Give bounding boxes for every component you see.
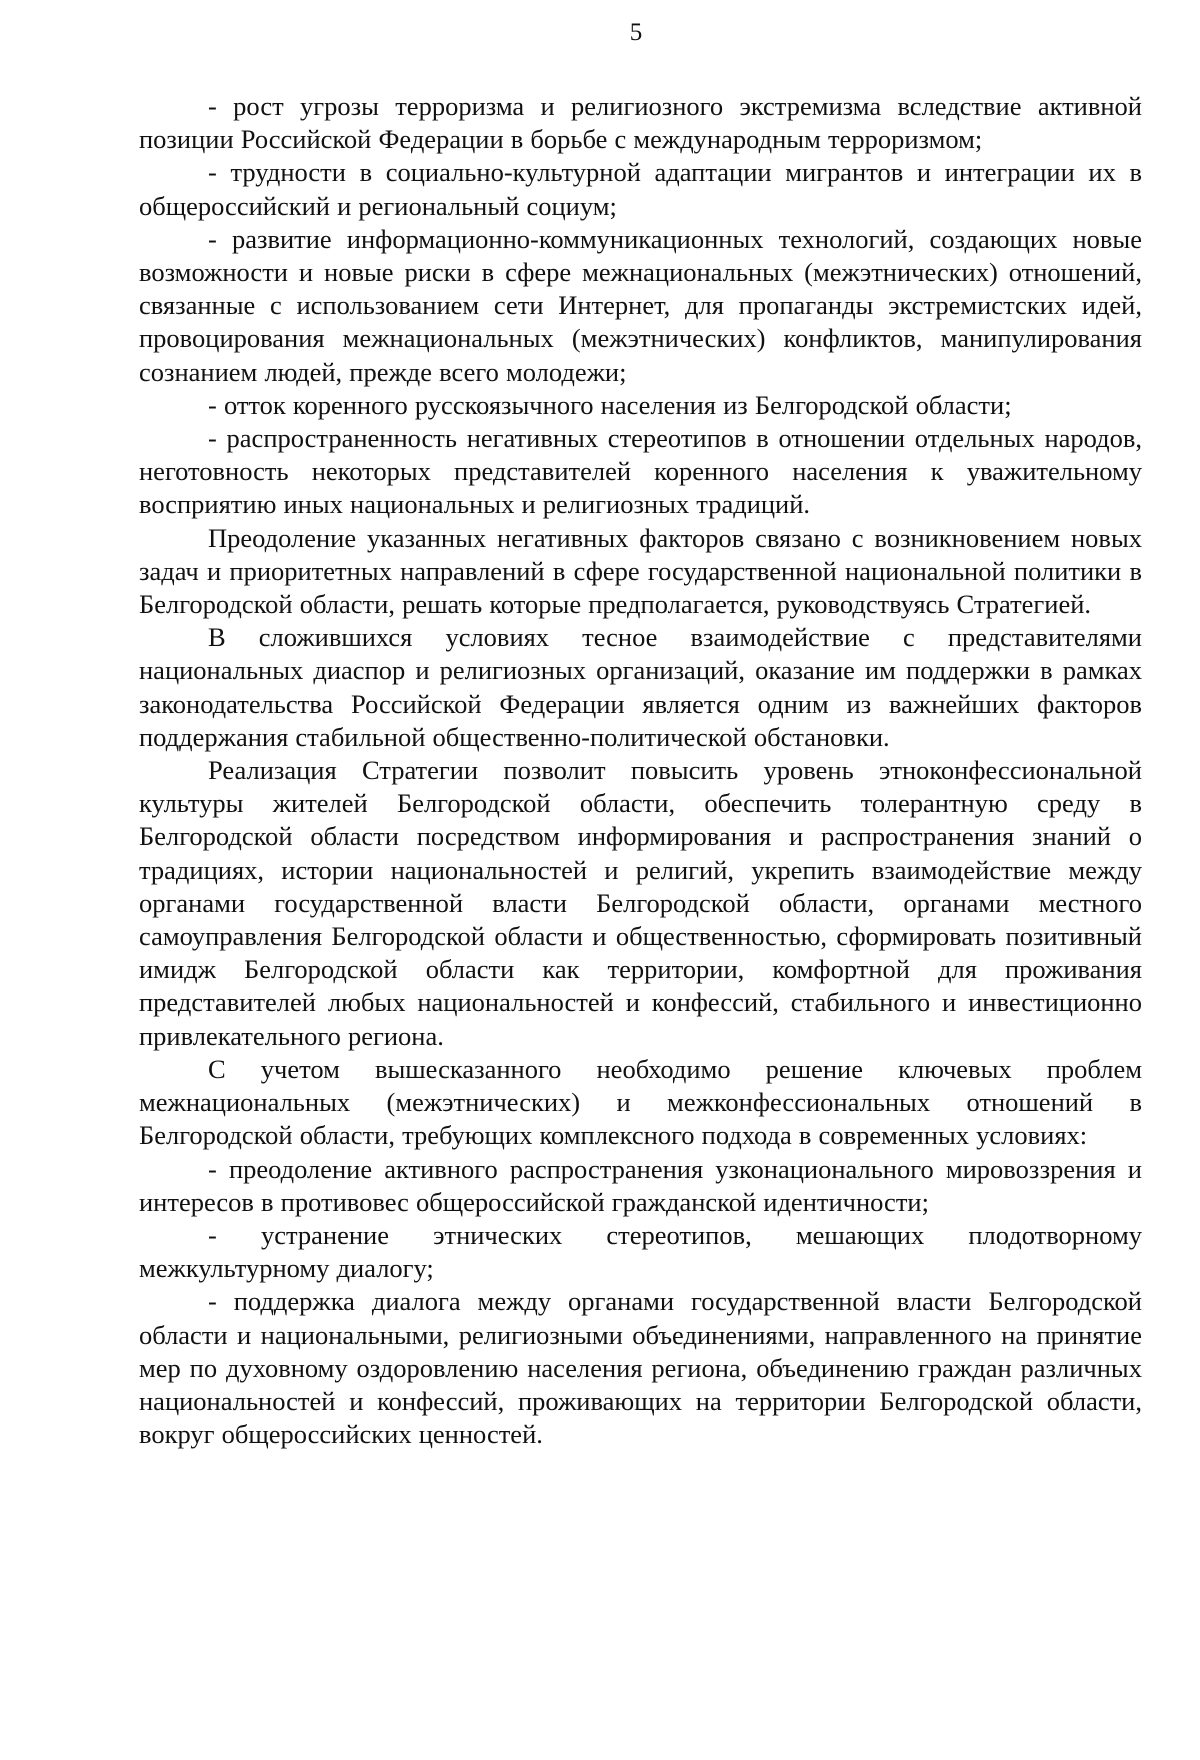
list-item-terrorism-threat: - рост угрозы терроризма и религиозного экстремизма вследствие активной позиции Российской Федерации в борьбе с международным терроризмом;	[139, 91, 1142, 155]
list-item-overcoming-nationalism: - преодоление активного распространения узконационального мировоззрения и интересов в противовес общероссийской гражданской идентичности;	[139, 1153, 1142, 1217]
paragraph-strategy-implementation: Реализация Стратегии позволит повысить уровень этноконфессиональной культуры жителей Белгородской области, обеспечить толерантную среду в Белгородской области посредством информирования и распространения знаний о традициях, истории национальностей и религий, укрепить взаимодействие между органами государственной власти Белгородской области, органами местного самоуправления Белгородской области и общественностью, сформировать позитивный имидж Белгородской области как территории, комфортной для проживания представителей любых национальностей и конфессий, стабильного и инвестиционно привлекательного региона.	[139, 755, 1142, 1051]
list-item-ict-development: - развитие информационно-коммуникационных технологий, создающих новые возможности и новые риски в сфере межнациональных (межэтнических) отношений, связанные с использованием сети Интернет, для пропаганды экстремистских идей, провоцирования межнациональных (межэтнических) конфликтов, манипулирования сознанием людей, прежде всего молодежи;	[139, 223, 1142, 387]
paragraph-interaction: В сложившихся условиях тесное взаимодействие с представителями национальных диаспор и религиозных организаций, оказание им поддержки в рамках законодательства Российской Федерации является одним из важнейших факторов поддержания стабильной общественно-политической обстановки.	[139, 622, 1142, 752]
paragraph-key-problems: С учетом вышесказанного необходимо решение ключевых проблем межнациональных (межэтнических) и межконфессиональных отношений в Белгородской области, требующих комплексного подхода в современных условиях:	[139, 1053, 1142, 1151]
document-body	[139, 90, 1142, 1451]
list-item-dialogue-support: - поддержка диалога между органами государственной власти Белгородской области и национальными, религиозными объединениями, направленного на принятие мер по духовному оздоровлению населения региона, объединению граждан различных национальностей и конфессий, проживающих на территории Белгородской области, вокруг общероссийских ценностей.	[139, 1286, 1142, 1450]
list-item-migrant-adaptation: - трудности в социально-культурной адаптации мигрантов и интеграции их в общероссийский и региональный социум;	[139, 157, 1142, 221]
list-item-eliminating-stereotypes: - устранение этнических стереотипов, мешающих плодотворному межкультурному диалогу;	[139, 1219, 1142, 1284]
page-number: 5	[629, 19, 643, 46]
list-item-negative-stereotypes: - распространенность негативных стереотипов в отношении отдельных народов, неготовность некоторых представителей коренного населения к уважительному восприятию иных национальных и религиозных традиций.	[139, 423, 1142, 520]
list-item-population-outflow: - отток коренного русскоязычного населения из Белгородской области;	[208, 389, 1012, 420]
paragraph-overcoming-factors: Преодоление указанных негативных факторов связано с возникновением новых задач и приоритетных направлений в сфере государственной национальной политики в Белгородской области, решать которые предполагается, руководствуясь Стратегией.	[139, 522, 1142, 620]
